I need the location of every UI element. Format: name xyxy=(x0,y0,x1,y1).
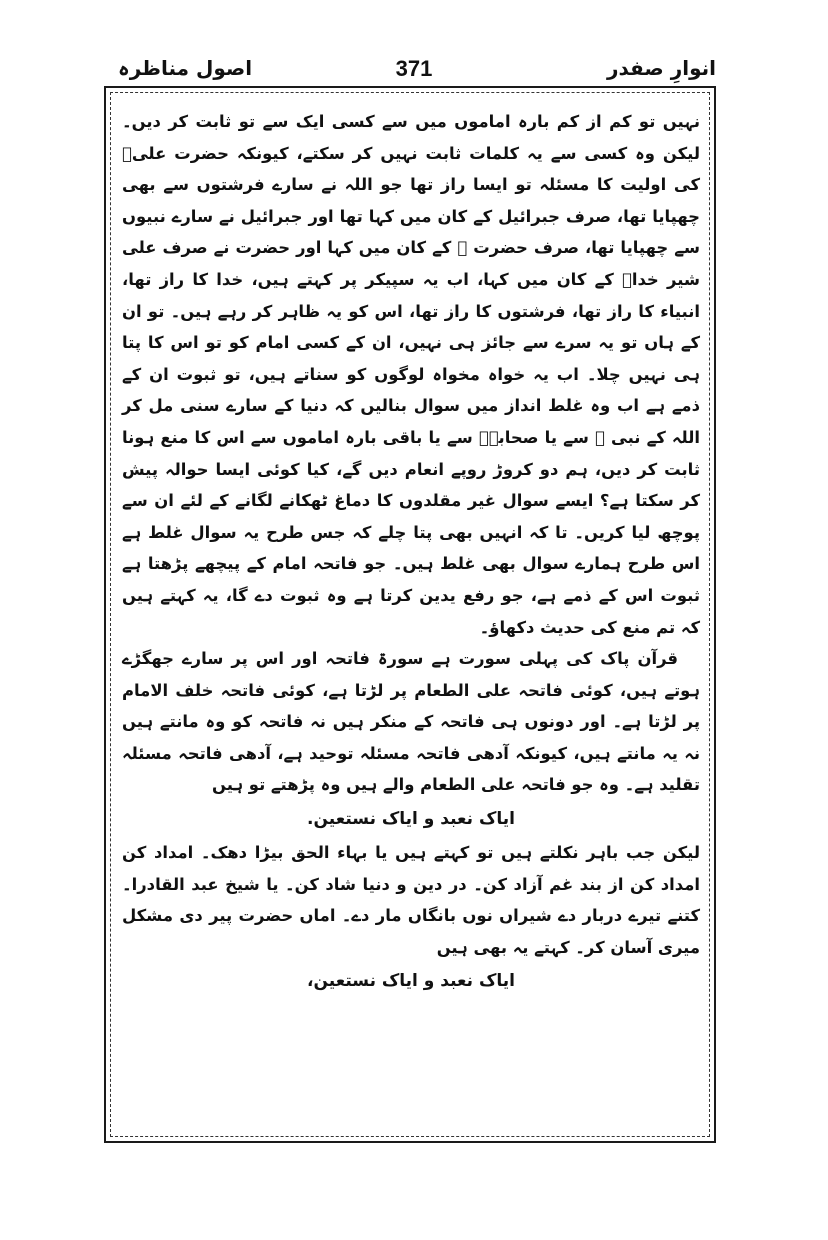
book-title: انوارِ صفدر xyxy=(606,56,716,80)
page-body xyxy=(122,106,700,999)
paragraph-3: لیکن جب باہر نکلتے ہیں تو کہتے ہیں یا بہاء الحق بیڑا دھک۔ امداد کن امداد کن از بند غم آزاد کن۔ در دین و دنیا شاد کن۔ یا شیخ عبد القادرا۔ کتنے تیرے دربار دے شیراں نوں بانگاں مار دے۔ اماں حضرت پیر دی مشکل میری آسان کر۔ کہتے یہ بھی ہیں xyxy=(122,843,700,957)
page-number: 371 xyxy=(395,56,433,81)
quranic-verse-2: ایاک نعبد و ایاک نستعین، xyxy=(307,971,515,992)
term-fatiha-ala-taam: فاتحہ علی الطعام xyxy=(414,680,563,700)
paragraph-2 xyxy=(122,643,700,801)
paragraph-2-part-b: پر لڑتا ہے، کوئی xyxy=(265,680,415,700)
paragraph-1: نہیں تو کم از کم بارہ اماموں میں سے کسی ایک سے تو ثابت کر دیں۔لیکن وہ کسی سے یہ کلمات ثابت نہیں کر سکتے، کیونکہ حضرت علیؓ کی اولیت کا مسئلہ تو ایسا راز تھا جو اللہ نے سارے فرشتوں سے بھی چھپایا تھا، صرف جبرائیل کے کان میں کہا تھا اور جبرائیل نے سارے نبیوں سے چھپایا تھا، صرف حضرت ﷺ کے کان میں کہا اور حضرت نے صرف علی شیر خداؓ کے کان میں کہا، اب یہ سپیکر پر کہتے ہیں، خدا کا راز تھا، انبیاء کا راز تھا، فرشتوں کا راز تھا، اس کو یہ ظاہر کر رہے ہیں۔ تو ان کے ہاں تو یہ سرے سے جائز ہی نہیں، ان کے کسی امام کو تو اس کا پتا ہی نہیں چلا۔ اب یہ خواہ مخواہ لوگوں کو سناتے ہیں، تو ثبوت ان کے ذمے ہے اب وہ غلط انداز میں سوال بنالیں کہ دنیا کے سارے سنی مل کر اللہ کے نبی ﷺ سے یا صحابہؓ سے یا باقی بارہ اماموں سے اس کا منع ہونا ثابت کر دیں، ہم دو کروڑ روپے انعام دیں گے، کیا کوئی ایسا حوالہ پیش کر سکتا ہے؟ ایسے سوال غیر مقلدوں کا دماغ ٹھکانے لگانے کے لئے ان سے پوچھ لیا کریں۔ تا کہ انہیں بھی پتا چلے کہ جس طرح یہ سوال غلط ہے اس طرح ہمارے سوال بھی غلط ہیں۔ جو فاتحہ امام کے پیچھے پڑھتا ہے ثبوت اس کے ذمے ہے، جو رفع یدین کرتا ہے وہ ثبوت دے گا، یہ کہتے ہیں کہ تم منع کی حدیث دکھاؤ۔ xyxy=(122,112,700,637)
quranic-verse-1: ایاک نعبد و ایاک نستعین. xyxy=(307,809,515,830)
paragraph-2-part-a: قرآن پاک کی پہلی سورت ہے سورۃ فاتحہ اور اس پر سارے جھگڑے ہوتے ہیں، کوئی xyxy=(122,649,700,700)
paragraph-2-part-c: پر لڑتا ہے۔ اور دونوں ہی فاتحہ کے منکر ہیں نہ فاتحہ کو وہ مانتے ہیں نہ یہ مانتے ہیں، کیونکہ آدھی فاتحہ مسئلہ توحید ہے، آدھی فاتحہ مسئلہ تقلید ہے۔ وہ جو فاتحہ علی الطعام والے ہیں وہ پڑھتے تو ہیں xyxy=(122,712,700,795)
term-fatiha-khalf-imam: فاتحہ خلف الامام xyxy=(122,680,266,700)
chapter-title: اصول مناظرہ xyxy=(118,56,253,80)
